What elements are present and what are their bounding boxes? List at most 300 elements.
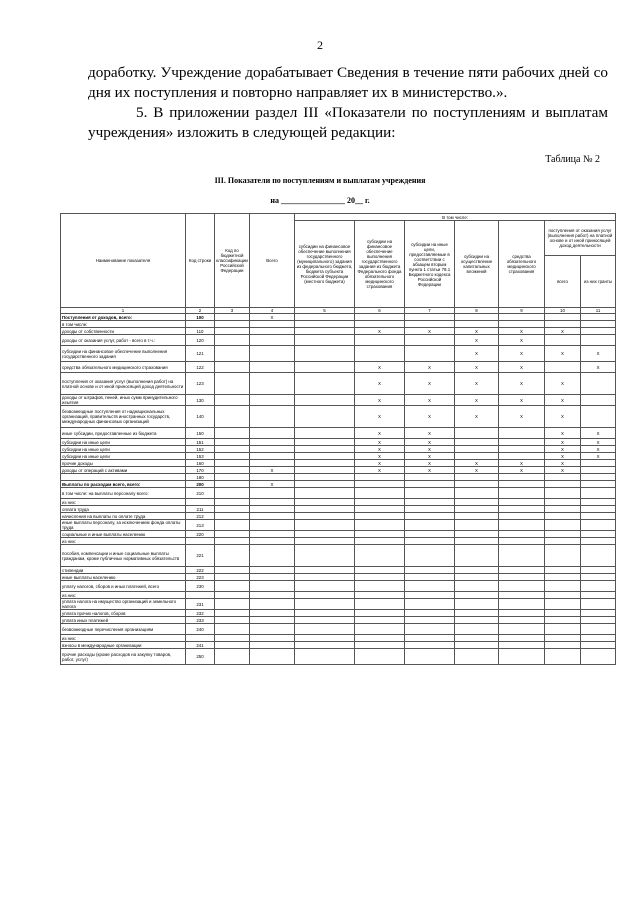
row-cell bbox=[405, 499, 455, 506]
row-budget-code-cell bbox=[215, 624, 250, 635]
row-cell: X bbox=[545, 460, 581, 467]
row-cell: X bbox=[455, 335, 499, 346]
col-number: 3 bbox=[215, 308, 250, 314]
row-budget-code-cell bbox=[215, 574, 250, 581]
row-cell bbox=[455, 531, 499, 538]
row-cell bbox=[581, 474, 616, 481]
row-label: средства обязательного медицинского страхования bbox=[61, 362, 186, 373]
row-cell bbox=[545, 545, 581, 567]
header-total: Всего bbox=[250, 214, 295, 308]
row-label: безвозмездные поступления от наднациональных организаций, правительств иностранных государств, международных финансовых организаций bbox=[61, 406, 186, 428]
row-cell bbox=[455, 506, 499, 513]
row-cell bbox=[499, 506, 545, 513]
row-cell bbox=[545, 624, 581, 635]
row-cell bbox=[455, 474, 499, 481]
row-cell: X bbox=[355, 406, 405, 428]
row-cell bbox=[250, 581, 295, 592]
row-cell: X bbox=[355, 328, 405, 335]
row-label: субсидии на иные цели bbox=[61, 453, 186, 460]
row-budget-code-cell bbox=[215, 395, 250, 406]
row-cell bbox=[455, 481, 499, 488]
row-cell bbox=[295, 513, 355, 520]
row-cell bbox=[295, 635, 355, 642]
row-cell: X bbox=[355, 373, 405, 395]
table-row bbox=[61, 446, 616, 453]
row-code: 213 bbox=[186, 520, 215, 531]
row-cell bbox=[545, 499, 581, 506]
row-code: 160 bbox=[186, 460, 215, 467]
row-cell bbox=[455, 581, 499, 592]
row-cell bbox=[405, 335, 455, 346]
row-cell bbox=[405, 592, 455, 599]
table-label: Таблица № 2 bbox=[545, 154, 600, 165]
row-budget-code-cell bbox=[215, 642, 250, 649]
row-cell: X bbox=[581, 453, 616, 460]
table-body bbox=[61, 314, 616, 665]
row-cell bbox=[250, 635, 295, 642]
row-cell bbox=[499, 439, 545, 446]
row-cell bbox=[295, 328, 355, 335]
row-cell: X bbox=[455, 328, 499, 335]
row-label: субсидии на иные цели bbox=[61, 439, 186, 446]
row-cell: X bbox=[499, 346, 545, 362]
row-cell: X bbox=[455, 373, 499, 395]
row-cell: X bbox=[581, 439, 616, 446]
row-cell: X bbox=[405, 362, 455, 373]
header-sub-state-task: субсидии на финансовое обеспечение выполнения государственного (муниципального) задания из федерального бюджета, бюджета субъекта Российской Федерации (местного бюджета) bbox=[295, 221, 355, 308]
row-cell bbox=[405, 599, 455, 610]
row-cell: X bbox=[355, 453, 405, 460]
row-cell: X bbox=[499, 467, 545, 474]
table-row bbox=[61, 506, 616, 513]
row-code: 120 bbox=[186, 335, 215, 346]
row-budget-code-cell bbox=[215, 428, 250, 439]
row-budget-code-cell bbox=[215, 599, 250, 610]
row-cell bbox=[545, 513, 581, 520]
row-budget-code-cell bbox=[215, 617, 250, 624]
row-cell bbox=[545, 335, 581, 346]
row-budget-code-cell bbox=[215, 373, 250, 395]
header-line-code: Код строки bbox=[186, 214, 215, 308]
row-budget-code-cell bbox=[215, 335, 250, 346]
row-cell bbox=[250, 642, 295, 649]
table-row bbox=[61, 599, 616, 610]
row-cell bbox=[250, 567, 295, 574]
row-cell bbox=[355, 488, 405, 499]
row-cell bbox=[405, 321, 455, 328]
row-cell bbox=[355, 642, 405, 649]
row-cell bbox=[455, 520, 499, 531]
row-cell bbox=[295, 538, 355, 545]
row-cell: X bbox=[405, 453, 455, 460]
table-row bbox=[61, 545, 616, 567]
row-cell bbox=[499, 649, 545, 665]
row-cell: X bbox=[405, 446, 455, 453]
row-cell bbox=[405, 474, 455, 481]
row-cell: X bbox=[355, 428, 405, 439]
col-number: 7 bbox=[405, 308, 455, 314]
table-row bbox=[61, 624, 616, 635]
row-label bbox=[61, 474, 186, 481]
row-cell bbox=[499, 428, 545, 439]
col-number: 4 bbox=[250, 308, 295, 314]
row-cell bbox=[355, 545, 405, 567]
row-cell bbox=[250, 453, 295, 460]
row-label: уплату налогов, сборов и иных платежей, всего bbox=[61, 581, 186, 592]
row-cell bbox=[355, 481, 405, 488]
row-cell bbox=[455, 488, 499, 499]
table-row bbox=[61, 467, 616, 474]
row-label: уплата налога на имущество организаций и земельного налога bbox=[61, 599, 186, 610]
col-number: 2 bbox=[186, 308, 215, 314]
row-cell bbox=[545, 531, 581, 538]
row-code: 170 bbox=[186, 467, 215, 474]
row-budget-code-cell bbox=[215, 474, 250, 481]
row-cell bbox=[455, 545, 499, 567]
table-row bbox=[61, 617, 616, 624]
row-cell bbox=[250, 474, 295, 481]
row-cell bbox=[355, 335, 405, 346]
row-label: уплата иных платежей bbox=[61, 617, 186, 624]
row-label: стипендии bbox=[61, 567, 186, 574]
table-row bbox=[61, 481, 616, 488]
table-row bbox=[61, 610, 616, 617]
row-cell bbox=[250, 406, 295, 428]
row-cell bbox=[581, 314, 616, 321]
row-cell bbox=[581, 506, 616, 513]
row-cell bbox=[405, 488, 455, 499]
row-code: 250 bbox=[186, 649, 215, 665]
row-budget-code-cell bbox=[215, 453, 250, 460]
row-cell bbox=[355, 599, 405, 610]
row-budget-code-cell bbox=[215, 520, 250, 531]
row-cell bbox=[405, 545, 455, 567]
row-cell bbox=[405, 567, 455, 574]
row-label: социальные и иные выплаты населению bbox=[61, 531, 186, 538]
row-cell: X bbox=[499, 395, 545, 406]
row-cell bbox=[581, 581, 616, 592]
row-cell bbox=[250, 395, 295, 406]
row-cell bbox=[405, 538, 455, 545]
row-code: 220 bbox=[186, 531, 215, 538]
row-cell bbox=[295, 567, 355, 574]
row-cell bbox=[295, 599, 355, 610]
row-cell bbox=[405, 610, 455, 617]
row-budget-code-cell bbox=[215, 506, 250, 513]
row-cell bbox=[295, 314, 355, 321]
row-cell bbox=[405, 574, 455, 581]
row-cell bbox=[499, 617, 545, 624]
row-cell bbox=[545, 321, 581, 328]
row-cell bbox=[581, 499, 616, 506]
row-cell: X bbox=[545, 373, 581, 395]
row-cell bbox=[295, 481, 355, 488]
row-code: 241 bbox=[186, 642, 215, 649]
row-cell bbox=[499, 513, 545, 520]
row-cell bbox=[295, 439, 355, 446]
row-cell: X bbox=[545, 439, 581, 446]
row-cell bbox=[355, 581, 405, 592]
row-cell bbox=[455, 599, 499, 610]
row-cell bbox=[545, 592, 581, 599]
row-cell bbox=[499, 453, 545, 460]
row-cell bbox=[295, 531, 355, 538]
row-cell bbox=[405, 635, 455, 642]
row-cell bbox=[295, 520, 355, 531]
table-row bbox=[61, 321, 616, 328]
row-cell bbox=[405, 581, 455, 592]
row-cell bbox=[455, 428, 499, 439]
row-budget-code-cell bbox=[215, 481, 250, 488]
row-cell bbox=[250, 499, 295, 506]
row-code bbox=[186, 321, 215, 328]
row-cell bbox=[455, 439, 499, 446]
paragraph-continuation: доработку. Учреждение дорабатывает Сведения в течение пяти рабочих дней со дня их поступления и повторно направляет их в министерство.». bbox=[88, 64, 608, 101]
row-cell bbox=[405, 506, 455, 513]
row-label: безвозмездные перечисления организациям bbox=[61, 624, 186, 635]
row-budget-code-cell bbox=[215, 567, 250, 574]
row-cell bbox=[581, 460, 616, 467]
row-cell bbox=[295, 467, 355, 474]
row-cell bbox=[295, 488, 355, 499]
row-cell bbox=[405, 314, 455, 321]
row-cell bbox=[295, 335, 355, 346]
header-income-total: всего bbox=[545, 256, 581, 308]
row-cell bbox=[499, 545, 545, 567]
row-budget-code-cell bbox=[215, 362, 250, 373]
row-label: в том числе: bbox=[61, 321, 186, 328]
row-cell bbox=[295, 506, 355, 513]
row-code: 232 bbox=[186, 610, 215, 617]
row-code: 140 bbox=[186, 406, 215, 428]
row-budget-code-cell bbox=[215, 649, 250, 665]
row-cell bbox=[355, 314, 405, 321]
row-cell bbox=[295, 499, 355, 506]
row-budget-code-cell bbox=[215, 499, 250, 506]
row-label: из них: bbox=[61, 538, 186, 545]
row-cell: X bbox=[250, 314, 295, 321]
row-cell bbox=[545, 474, 581, 481]
row-cell bbox=[545, 649, 581, 665]
row-code: 180 bbox=[186, 474, 215, 481]
row-code: 121 bbox=[186, 346, 215, 362]
table-row bbox=[61, 362, 616, 373]
row-cell: X bbox=[405, 439, 455, 446]
row-cell bbox=[499, 321, 545, 328]
row-cell bbox=[405, 481, 455, 488]
row-cell bbox=[295, 321, 355, 328]
row-cell bbox=[455, 567, 499, 574]
row-cell bbox=[581, 373, 616, 395]
row-code: 151 bbox=[186, 439, 215, 446]
table-row bbox=[61, 499, 616, 506]
paragraph-item-5: 5. В приложении раздел III «Показатели по поступлениям и выплатам учреждения» изложить в следующей редакции: bbox=[88, 104, 608, 141]
row-cell bbox=[581, 624, 616, 635]
table-row bbox=[61, 649, 616, 665]
row-code: 211 bbox=[186, 506, 215, 513]
row-cell: X bbox=[355, 460, 405, 467]
table-row bbox=[61, 567, 616, 574]
row-cell bbox=[581, 328, 616, 335]
row-code bbox=[186, 592, 215, 599]
row-label: взносы в международные организации bbox=[61, 642, 186, 649]
header-sub-fund-task: субсидии на финансовое обеспечение выполнения государственного задания из бюджета Федерального фонда обязательного медицинского страхования bbox=[355, 221, 405, 308]
row-code: 130 bbox=[186, 395, 215, 406]
row-cell bbox=[295, 581, 355, 592]
row-cell: X bbox=[455, 362, 499, 373]
row-cell: X bbox=[545, 406, 581, 428]
row-cell bbox=[250, 446, 295, 453]
row-label: из них: bbox=[61, 635, 186, 642]
row-cell bbox=[250, 362, 295, 373]
header-sub-capital: субсидии на осуществление капитальных вложений bbox=[455, 221, 499, 308]
col-number: 9 bbox=[499, 308, 545, 314]
row-budget-code-cell bbox=[215, 538, 250, 545]
row-cell bbox=[455, 453, 499, 460]
page-number: 2 bbox=[317, 38, 323, 52]
col-number: 10 bbox=[545, 308, 581, 314]
row-cell bbox=[545, 362, 581, 373]
row-code: 212 bbox=[186, 513, 215, 520]
row-label: в том числе: на выплаты персоналу всего: bbox=[61, 488, 186, 499]
row-code bbox=[186, 635, 215, 642]
row-cell bbox=[250, 346, 295, 362]
row-cell bbox=[250, 531, 295, 538]
row-cell bbox=[545, 574, 581, 581]
row-cell bbox=[581, 335, 616, 346]
row-cell bbox=[581, 610, 616, 617]
row-cell bbox=[545, 520, 581, 531]
row-cell bbox=[545, 506, 581, 513]
row-cell bbox=[355, 513, 405, 520]
row-cell bbox=[355, 499, 405, 506]
table-row bbox=[61, 460, 616, 467]
row-cell bbox=[499, 446, 545, 453]
row-cell: X bbox=[545, 346, 581, 362]
row-cell bbox=[545, 488, 581, 499]
row-cell: X bbox=[250, 467, 295, 474]
col-number: 5 bbox=[295, 308, 355, 314]
row-cell bbox=[295, 446, 355, 453]
row-cell: X bbox=[355, 439, 405, 446]
row-cell: X bbox=[405, 428, 455, 439]
row-cell bbox=[455, 592, 499, 599]
row-cell bbox=[295, 453, 355, 460]
row-cell bbox=[355, 538, 405, 545]
row-cell bbox=[581, 488, 616, 499]
row-budget-code-cell bbox=[215, 488, 250, 499]
row-cell bbox=[250, 624, 295, 635]
table-row bbox=[61, 453, 616, 460]
row-cell bbox=[499, 481, 545, 488]
row-budget-code-cell bbox=[215, 513, 250, 520]
row-label: иные выплаты персоналу, за исключением фонда оплаты труда bbox=[61, 520, 186, 531]
row-cell bbox=[545, 314, 581, 321]
row-cell bbox=[581, 642, 616, 649]
header-oms: средства обязательного медицинского страхования bbox=[499, 221, 545, 308]
table-row bbox=[61, 474, 616, 481]
table-row bbox=[61, 531, 616, 538]
row-code bbox=[186, 499, 215, 506]
row-cell bbox=[250, 610, 295, 617]
row-cell bbox=[355, 474, 405, 481]
row-cell bbox=[405, 513, 455, 520]
row-cell bbox=[250, 428, 295, 439]
row-cell bbox=[295, 428, 355, 439]
row-cell bbox=[455, 617, 499, 624]
row-cell: X bbox=[455, 346, 499, 362]
header-income: поступления от оказания услуг (выполнения работ) на платной основе и от иной приносящей доход деятельности bbox=[545, 221, 616, 256]
row-cell bbox=[355, 574, 405, 581]
row-label: начисления на выплаты по оплате труда bbox=[61, 513, 186, 520]
row-cell bbox=[581, 520, 616, 531]
row-cell: X bbox=[499, 335, 545, 346]
row-cell bbox=[545, 635, 581, 642]
row-cell bbox=[355, 592, 405, 599]
row-cell: X bbox=[405, 460, 455, 467]
table-row bbox=[61, 513, 616, 520]
row-cell bbox=[581, 599, 616, 610]
row-cell: X bbox=[545, 467, 581, 474]
row-code bbox=[186, 538, 215, 545]
row-cell bbox=[581, 574, 616, 581]
table-row bbox=[61, 328, 616, 335]
row-code: 210 bbox=[186, 488, 215, 499]
table-row bbox=[61, 488, 616, 499]
row-code: 240 bbox=[186, 624, 215, 635]
row-cell bbox=[581, 481, 616, 488]
row-label: пособия, компенсации и иные социальные выплаты гражданам, кроме публичных нормативных обязательств bbox=[61, 545, 186, 567]
row-cell bbox=[499, 538, 545, 545]
row-cell bbox=[455, 321, 499, 328]
row-cell bbox=[499, 531, 545, 538]
row-budget-code-cell bbox=[215, 328, 250, 335]
row-cell bbox=[545, 567, 581, 574]
row-cell bbox=[581, 538, 616, 545]
row-code: 110 bbox=[186, 328, 215, 335]
table-row bbox=[61, 581, 616, 592]
row-cell bbox=[545, 599, 581, 610]
row-cell bbox=[295, 373, 355, 395]
row-cell bbox=[581, 395, 616, 406]
row-code: 123 bbox=[186, 373, 215, 395]
row-cell bbox=[295, 649, 355, 665]
row-cell bbox=[355, 649, 405, 665]
row-label: прочие расходы (кроме расходов на закупку товаров, работ, услуг) bbox=[61, 649, 186, 665]
row-budget-code-cell bbox=[215, 531, 250, 538]
row-budget-code-cell bbox=[215, 610, 250, 617]
row-cell bbox=[581, 649, 616, 665]
row-cell bbox=[250, 599, 295, 610]
row-cell bbox=[455, 610, 499, 617]
row-cell bbox=[355, 617, 405, 624]
row-cell bbox=[499, 635, 545, 642]
row-cell: X bbox=[355, 446, 405, 453]
row-label: из них: bbox=[61, 592, 186, 599]
row-cell: X bbox=[499, 460, 545, 467]
row-cell bbox=[405, 520, 455, 531]
table-row bbox=[61, 635, 616, 642]
row-cell bbox=[355, 624, 405, 635]
row-cell bbox=[455, 642, 499, 649]
row-code: 231 bbox=[186, 599, 215, 610]
row-label: доходы от оказания услуг, работ - всего в т.ч.: bbox=[61, 335, 186, 346]
table-title: III. Показатели по поступлениям и выплатам учреждения bbox=[214, 176, 426, 185]
row-label: Поступления от доходов, всего: bbox=[61, 314, 186, 321]
row-budget-code-cell bbox=[215, 439, 250, 446]
col-number: 1 bbox=[61, 308, 186, 314]
row-cell bbox=[499, 567, 545, 574]
